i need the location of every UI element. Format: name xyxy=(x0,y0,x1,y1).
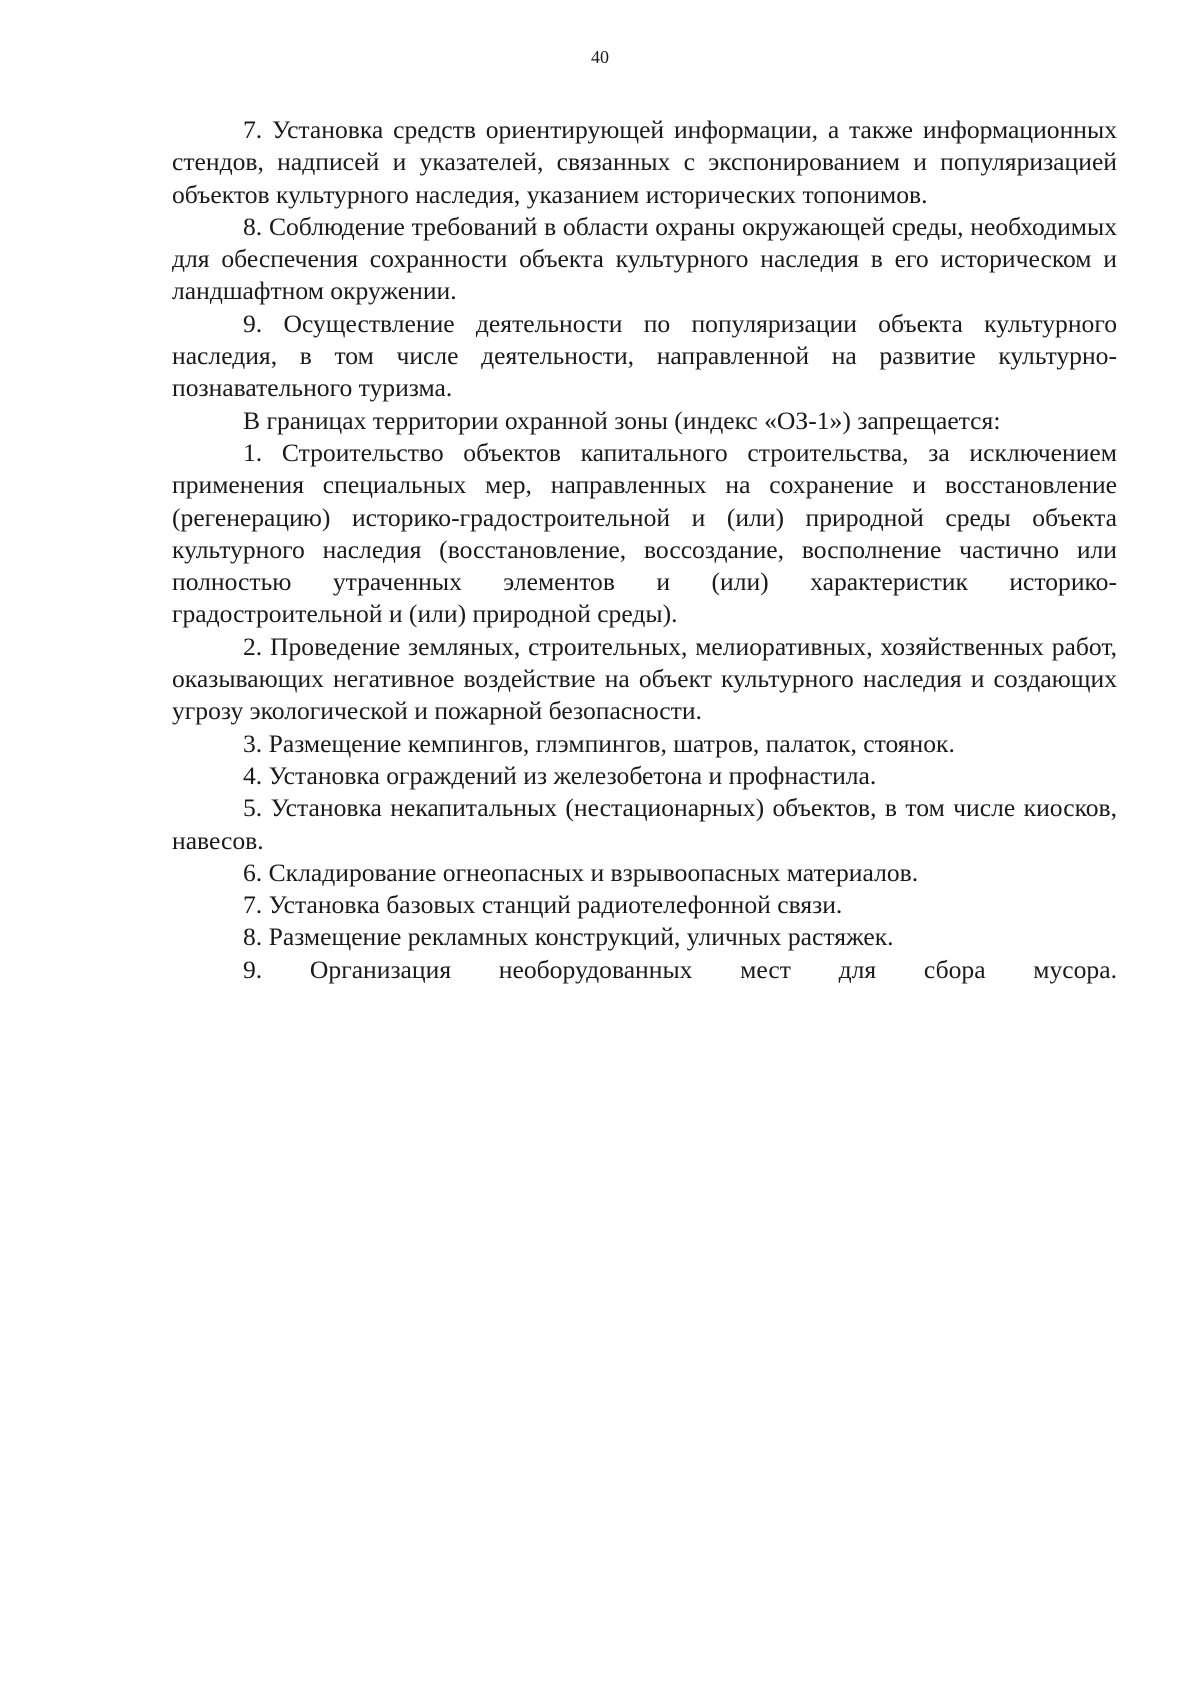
paragraph-prohibition-8: 8. Размещение рекламных конструкций, уличных растяжек. xyxy=(243,922,894,952)
paragraph-prohibition-6: 6. Складирование огнеопасных и взрывоопасных материалов. xyxy=(243,857,919,887)
paragraph-prohibition-3: 3. Размещение кемпингов, глэмпингов, шатров, палаток, стоянок. xyxy=(243,728,955,758)
paragraph-prohibition-9: 9. Организация необорудованных мест для сбора мусора. xyxy=(243,954,1117,984)
paragraph-prohibition-5: 5. Установка некапитальных (нестационарных) объектов, в том числе киосков, навесов. xyxy=(172,793,1117,855)
paragraph-prohibition-2: 2. Проведение земляных, строительных, мелиоративных, хозяйственных работ, оказывающих негативное воздействие на объект культурного наследия и создающих угрозу экологической и пожарной безопасности. xyxy=(172,631,1117,726)
paragraph-prohibitions-intro: В границах территории охранной зоны (индекс «ОЗ-1») запрещается: xyxy=(243,405,1001,435)
paragraph-prohibition-1: 1. Строительство объектов капитального строительства, за исключением применения специальных мер, направленных на сохранение и восстановление (регенерацию) историко-градостроительной и (или) природной среды объекта культурного наследия (восстановление, воссоздание, восполнение частично или полностью утраченных элементов и (или) характеристик историко-градостроительной и (или) природной среды). xyxy=(172,437,1117,629)
document-body xyxy=(172,114,1117,986)
paragraph-item-8-environment: 8. Соблюдение требований в области охраны окружающей среды, необходимых для обеспечения сохранности объекта культурного наследия в его историческом и ландшафтном окружении. xyxy=(172,211,1117,306)
page-number: 40 xyxy=(591,47,609,67)
paragraph-prohibition-7: 7. Установка базовых станций радиотелефонной связи. xyxy=(243,890,843,920)
paragraph-prohibition-4: 4. Установка ограждений из железобетона и профнастила. xyxy=(243,760,877,790)
paragraph-item-7-info-stands: 7. Установка средств ориентирующей информации, а также информационных стендов, надписей и указателей, связанных с экспонированием и популяризацией объектов культурного наследия, указанием исторических топонимов. xyxy=(172,115,1117,209)
paragraph-item-9-popularization: 9. Осуществление деятельности по популяризации объекта культурного наследия, в том числе деятельности, направленной на развитие культурно-познавательного туризма. xyxy=(172,308,1117,403)
